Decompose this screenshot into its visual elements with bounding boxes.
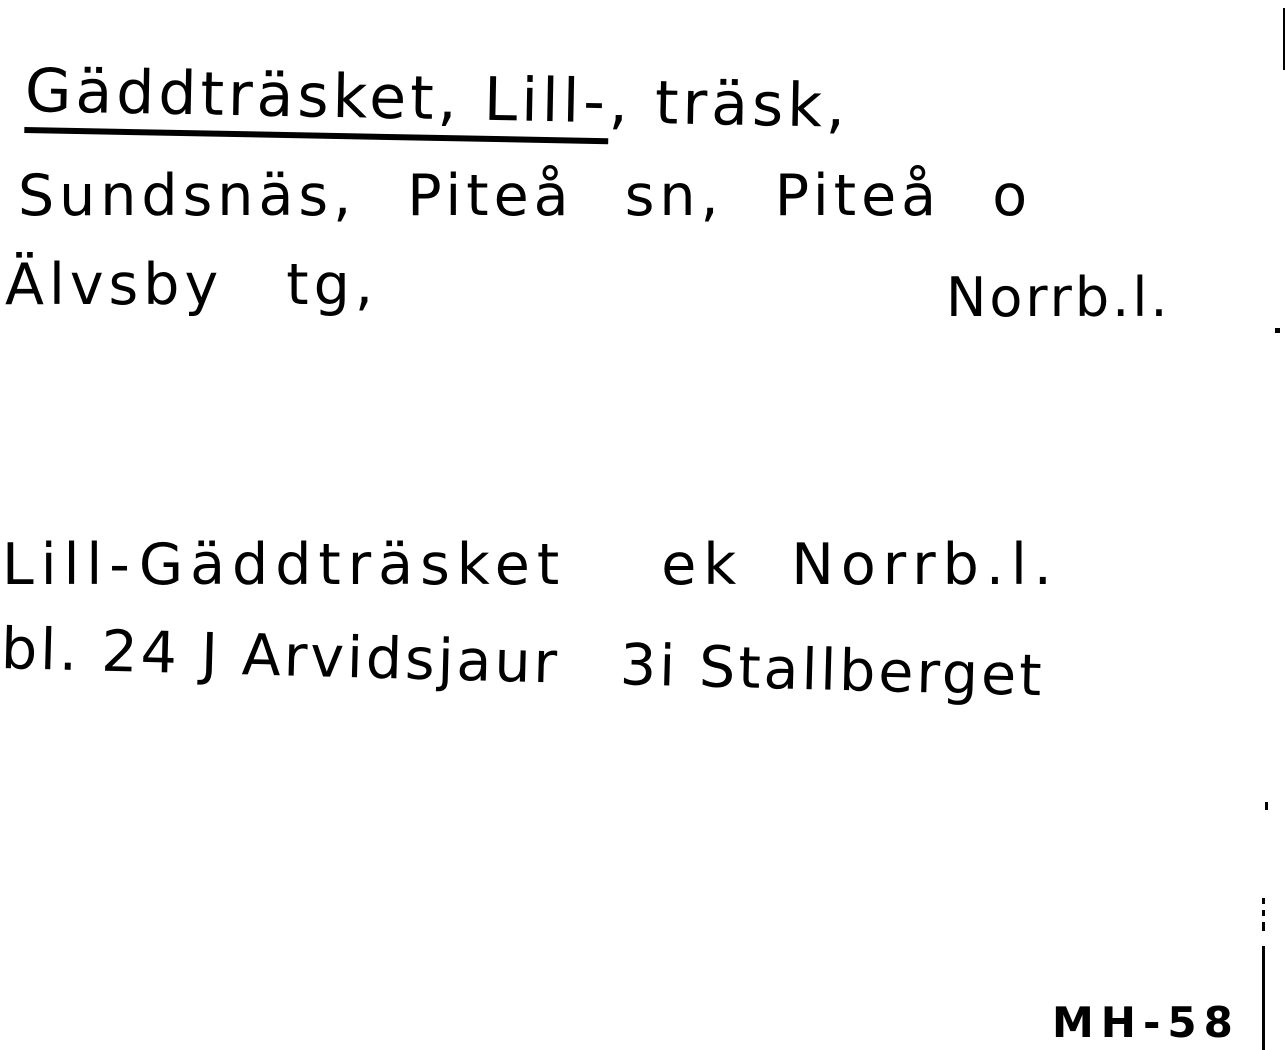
headword-rest: , träsk, bbox=[608, 67, 850, 142]
entry2-sheet-line bbox=[0, 616, 1045, 709]
county-label-bottom: Norrb.l. bbox=[791, 532, 1059, 598]
headword-line bbox=[24, 56, 849, 149]
entry2-subsheet: 3i Stallberget bbox=[619, 632, 1046, 710]
entry2-name: Lill-Gäddträsket bbox=[2, 532, 567, 598]
scan-artifact-top-line bbox=[1283, 8, 1285, 70]
county-label-top: Norrb.l. bbox=[946, 266, 1171, 329]
scan-artifact-dash bbox=[1262, 922, 1265, 931]
district-line: Älvsby tg, bbox=[5, 252, 378, 318]
scan-artifact-dash bbox=[1262, 898, 1265, 904]
entry2-name-line bbox=[2, 532, 1059, 598]
entry2-map-abbrev: ek bbox=[661, 532, 744, 598]
entry2-sheet: bl. 24 J Arvidsjaur bbox=[0, 616, 561, 697]
locality-line: Sundsnäs, Piteå sn, Piteå o bbox=[18, 163, 1033, 229]
scan-artifact-dot bbox=[1275, 328, 1280, 333]
headword: Gäddträsket, Lill- bbox=[24, 56, 609, 144]
scan-artifact-bottom-line bbox=[1262, 946, 1265, 1050]
scan-artifact-dash bbox=[1262, 910, 1265, 916]
scan-artifact-tick bbox=[1265, 802, 1268, 810]
card-code: MH-58 bbox=[1052, 998, 1240, 1047]
